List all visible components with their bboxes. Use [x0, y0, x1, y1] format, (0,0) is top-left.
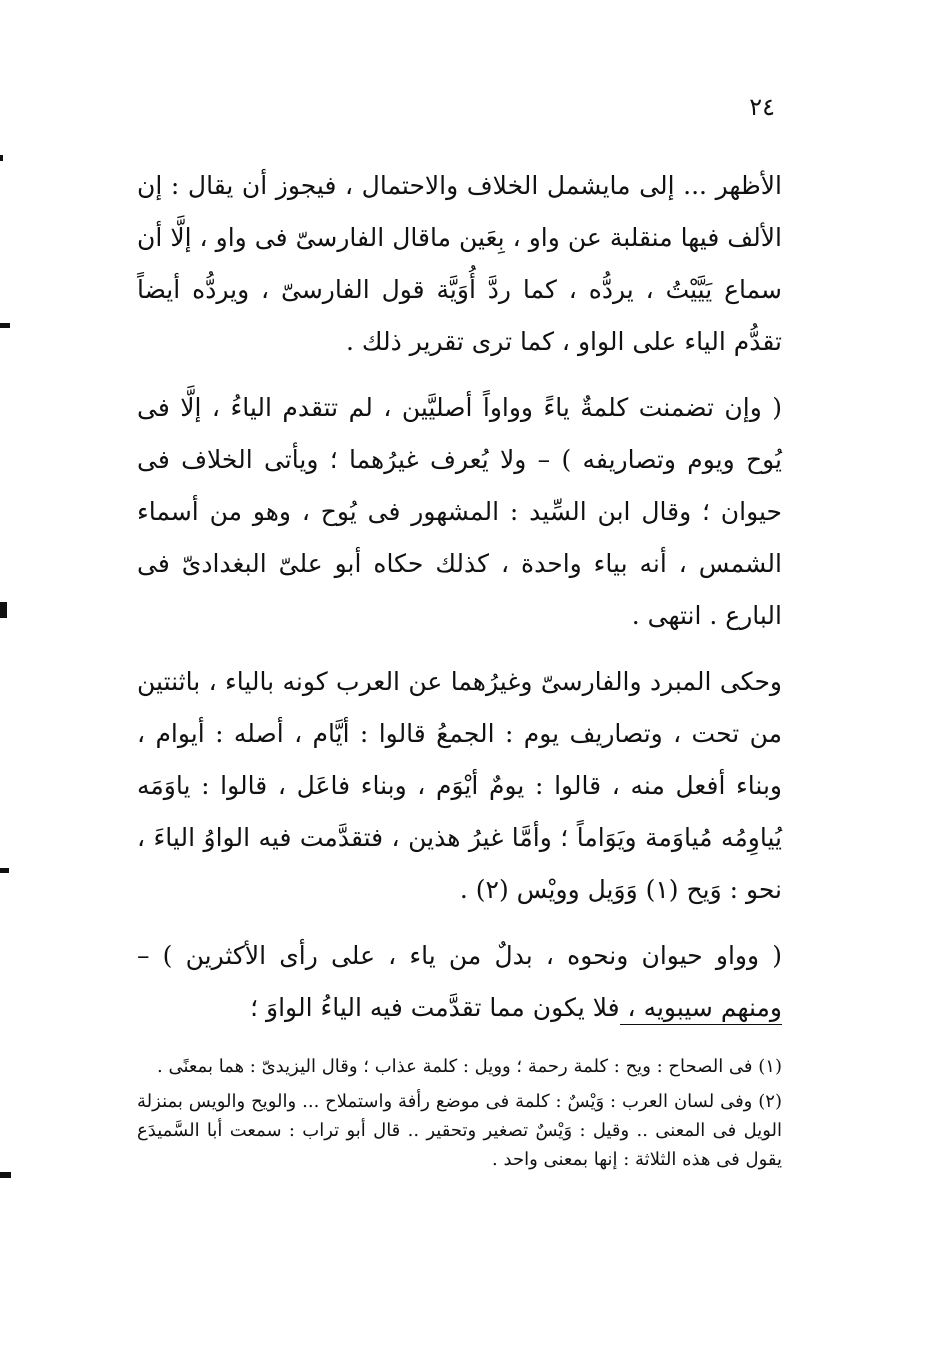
- scan-edge-mark: [0, 1172, 11, 1178]
- paragraph-1: الأظهر ... إلى مايشمل الخلاف والاحتمال ، فيجوز أن يقال : إن الألف فيها منقلبة عن واو ، بِعَين ماقال الفارسىّ فى واو ، إلَّا أن سماع يَيَّيْتُ ، يردُّه ، كما ردَّ أُوَيَّة قول الفارسىّ ، ويردُّه أيضاً تقدُّم الياء على الواو ، كما ترى تقرير ذلك .: [137, 171, 782, 356]
- scan-edge-mark: [0, 323, 10, 328]
- footnote-1: (١) فى الصحاح : ويح : كلمة رحمة ؛ وويل : كلمة عذاب ؛ وقال اليزيدىّ : هما بمعنًى .: [157, 1056, 782, 1077]
- footnote-separator: [620, 1024, 782, 1025]
- paragraph-4: ( وواو حيوان ونحوه ، بدلٌ من ياء ، على رأى الأكثرين ) – ومنهم سيبويه ، فلا يكون مما تقدَّمت فيه الياءُ الواوَ ؛: [137, 941, 782, 1022]
- scan-edge-mark: [0, 155, 3, 161]
- paragraph-3: وحكى المبرد والفارسىّ وغيرُهما عن العرب كونه بالياء ، باثنتين من تحت ، وتصاريف يوم : الجمعُ قالوا : أيَّام ، أصله : أيوام ، وبناء أفعل منه ، قالوا : يومٌ أيْوَم ، وبناء فاعَل ، قالوا : ياوَمَه يُياوِمُه مُياوَمة ويَوَاماً ؛ وأمَّا غيرُ هذين ، فتقدَّمت فيه الواوُ الياءَ ، نحو : وَيح (١) وَوَيل وويْس (٢) .: [137, 667, 782, 904]
- page-number: ٢٤: [749, 93, 775, 121]
- main-text: [137, 160, 782, 1034]
- paragraph-2: ( وإن تضمنت كلمةٌ ياءً وواواً أصليَّين ، لم تتقدم الياءُ ، إلَّا فى يُوح ويوم وتصاريفه ) – ولا يُعرف غيرُهما ؛ ويأتى الخلاف فى حيوان ؛ وقال ابن السِّيد : المشهور فى يُوح ، وهو من أسماء الشمس ، أنه بياء واحدة ، كذلك حكاه أبو علىّ البغدادىّ فى البارع . انتهى .: [137, 393, 782, 630]
- scan-edge-mark: [0, 602, 7, 618]
- scan-edge-mark: [0, 868, 9, 873]
- footnote-2: (٢) وفى لسان العرب : وَيْسٌ : كلمة فى موضع رأفة واستملاح ... والويح والويس بمنزلة الويل فى المعنى .. وقيل : وَيْسٌ تصغير وتحقير .. قال أبو تراب : سمعت أبا السَّميدَع يقول فى هذه الثلاثة : إنها بمعنى واحد .: [137, 1091, 782, 1170]
- footnotes: [137, 1052, 782, 1180]
